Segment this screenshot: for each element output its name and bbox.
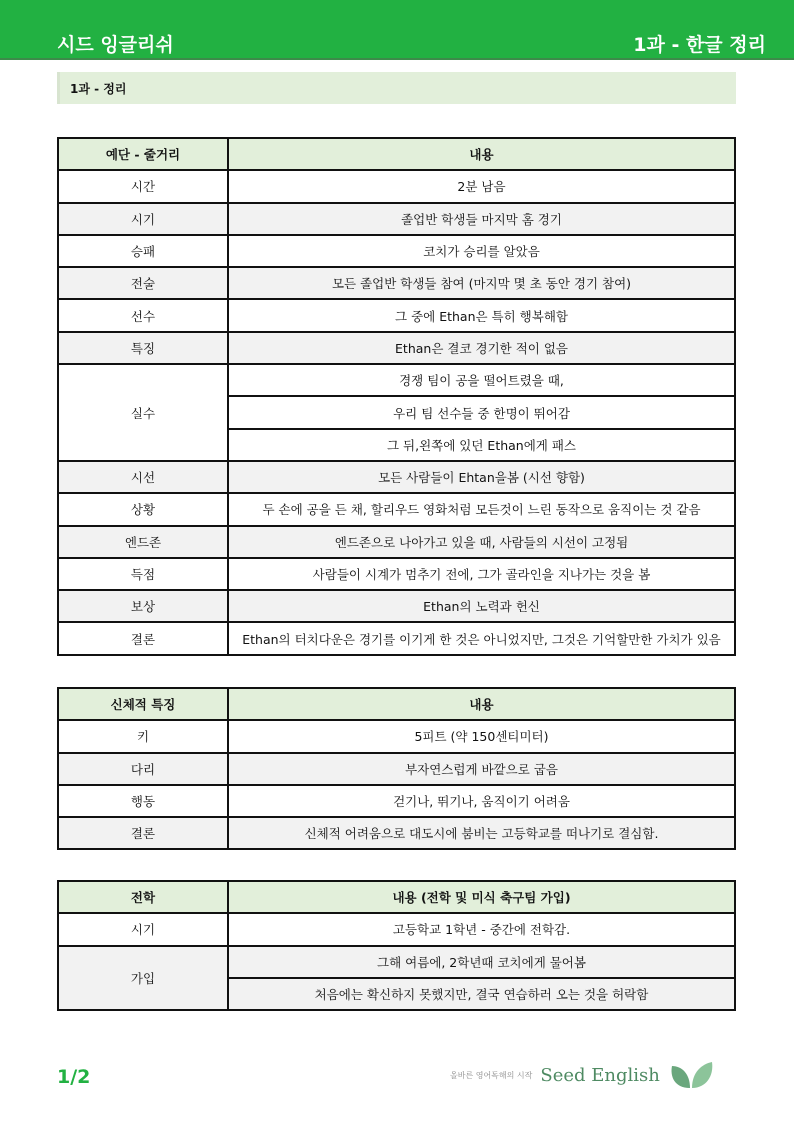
table-row bbox=[58, 817, 735, 849]
row-content: Ethan은 결코 경기한 적이 없음 bbox=[228, 332, 735, 364]
column-header: 신체적 특징 bbox=[58, 688, 228, 720]
table-row bbox=[58, 364, 735, 396]
row-label: 시간 bbox=[58, 170, 228, 202]
row-label: 전술 bbox=[58, 267, 228, 299]
section-title: 1과 - 정리 bbox=[70, 82, 127, 96]
row-label: 득점 bbox=[58, 558, 228, 590]
row-label: 특징 bbox=[58, 332, 228, 364]
table-row bbox=[58, 558, 735, 590]
table-row bbox=[58, 590, 735, 622]
column-header: 내용 (전학 및 미식 축구팀 가입) bbox=[228, 881, 735, 913]
brand-logo-text: Seed English bbox=[540, 1064, 660, 1086]
table-row bbox=[58, 785, 735, 817]
row-label: 시기 bbox=[58, 203, 228, 235]
table-row bbox=[58, 170, 735, 202]
table-row bbox=[58, 493, 735, 525]
table-row bbox=[58, 720, 735, 752]
table-row bbox=[58, 946, 735, 978]
row-content: 2분 남음 bbox=[228, 170, 735, 202]
row-content: 걷기나, 뛰기나, 움직이기 어려움 bbox=[228, 785, 735, 817]
table-row bbox=[58, 526, 735, 558]
row-content: 사람들이 시계가 멈추기 전에, 그가 골라인을 지나가는 것을 봄 bbox=[228, 558, 735, 590]
footer-logo bbox=[450, 1060, 714, 1090]
column-header: 내용 bbox=[228, 138, 735, 170]
row-label: 행동 bbox=[58, 785, 228, 817]
row-content: 모든 졸업반 학생들 참여 (마지막 몇 초 동안 경기 참여) bbox=[228, 267, 735, 299]
row-content: 그해 여름에, 2학년때 코치에게 물어봄 bbox=[228, 946, 735, 978]
row-content: 5피트 (약 150센티미터) bbox=[228, 720, 735, 752]
row-content: 그 뒤,왼쪽에 있던 Ethan에게 패스 bbox=[228, 429, 735, 461]
table-row bbox=[58, 622, 735, 654]
table-header-row bbox=[58, 881, 735, 913]
row-content: 졸업반 학생들 마지막 홈 경기 bbox=[228, 203, 735, 235]
row-label: 상황 bbox=[58, 493, 228, 525]
row-content: 우리 팀 선수들 중 한명이 뛰어감 bbox=[228, 396, 735, 428]
table-header-row bbox=[58, 138, 735, 170]
table-row bbox=[58, 753, 735, 785]
row-label: 시기 bbox=[58, 913, 228, 945]
table-row bbox=[58, 299, 735, 331]
footer-tagline: 올바른 영어독해의 시작 bbox=[450, 1070, 533, 1080]
row-content: 코치가 승리를 알았음 bbox=[228, 235, 735, 267]
row-content: 그 중에 Ethan은 특히 행복해함 bbox=[228, 299, 735, 331]
row-label: 시선 bbox=[58, 461, 228, 493]
row-label: 보상 bbox=[58, 590, 228, 622]
row-label: 다리 bbox=[58, 753, 228, 785]
row-content: 고등학교 1학년 - 중간에 전학감. bbox=[228, 913, 735, 945]
leaf-logo-icon bbox=[668, 1060, 714, 1090]
physical-traits-table bbox=[57, 687, 736, 850]
transfer-table bbox=[57, 880, 736, 1011]
row-label: 실수 bbox=[58, 364, 228, 461]
top-banner bbox=[0, 0, 794, 60]
section-heading bbox=[57, 72, 736, 104]
table-row bbox=[58, 461, 735, 493]
row-content: 부자연스럽게 바깥으로 굽음 bbox=[228, 753, 735, 785]
row-content: Ethan의 터치다운은 경기를 이기게 한 것은 아니었지만, 그것은 기억할만한 가치가 있음 bbox=[228, 622, 735, 654]
column-header: 전학 bbox=[58, 881, 228, 913]
row-content: 엔드존으로 나아가고 있을 때, 사람들의 시선이 고정됨 bbox=[228, 526, 735, 558]
row-label: 가입 bbox=[58, 946, 228, 1011]
table-row bbox=[58, 203, 735, 235]
table-row bbox=[58, 267, 735, 299]
table-row bbox=[58, 913, 735, 945]
column-header: 예단 - 줄거리 bbox=[58, 138, 228, 170]
row-label: 승패 bbox=[58, 235, 228, 267]
row-content: 처음에는 확신하지 못했지만, 결국 연습하러 오는 것을 허락함 bbox=[228, 978, 735, 1010]
row-label: 결론 bbox=[58, 622, 228, 654]
page-number: 1/2 bbox=[57, 1066, 91, 1088]
table-row bbox=[58, 235, 735, 267]
row-label: 키 bbox=[58, 720, 228, 752]
row-label: 선수 bbox=[58, 299, 228, 331]
row-content: 신체적 어려움으로 대도시에 붐비는 고등학교를 떠나기로 결심함. bbox=[228, 817, 735, 849]
lesson-title: 1과 - 한글 정리 bbox=[633, 34, 766, 56]
row-content: Ethan의 노력과 헌신 bbox=[228, 590, 735, 622]
row-content: 두 손에 공을 든 채, 할리우드 영화처럼 모든것이 느린 동작으로 움직이는 것 같음 bbox=[228, 493, 735, 525]
row-label: 엔드존 bbox=[58, 526, 228, 558]
plot-summary-table bbox=[57, 137, 736, 656]
table-header-row bbox=[58, 688, 735, 720]
row-content: 경쟁 팀이 공을 떨어트렸을 때, bbox=[228, 364, 735, 396]
brand-title: 시드 잉글리쉬 bbox=[57, 34, 174, 56]
column-header: 내용 bbox=[228, 688, 735, 720]
row-content: 모든 사람들이 Ehtan을봄 (시선 향함) bbox=[228, 461, 735, 493]
row-label: 결론 bbox=[58, 817, 228, 849]
table-row bbox=[58, 332, 735, 364]
